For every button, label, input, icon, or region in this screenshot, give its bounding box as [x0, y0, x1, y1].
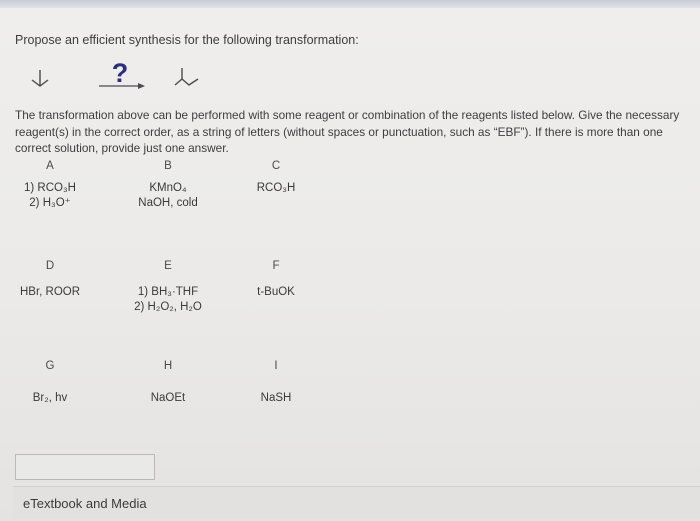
instructions-text: The transformation above can be performed with some reagent or combination of the reagents listed below. Give the necessary reagent(s) in the correct order, as a string of letters (without spaces or punctuation, such as “EBF”). If there is more than one correct solution, provide just one answer.: [15, 108, 680, 155]
reagent-line: NaSH: [260, 392, 292, 404]
reagent-letter-e: E: [164, 260, 172, 272]
reagent-letter-c: C: [271, 160, 281, 172]
reagent-letter-i: I: [274, 360, 278, 372]
reagent-line: 1) BH₃·THF: [137, 286, 199, 298]
starting-material-structure: [32, 70, 48, 86]
reagent-letter-f: F: [272, 260, 280, 272]
reagent-option-i: [206, 391, 346, 406]
reagent-line: 2) H₃O⁺: [29, 197, 71, 209]
reagent-option-c: [206, 181, 346, 196]
reagent-option-f: [206, 285, 346, 300]
etextbook-link[interactable]: eTextbook and Media: [23, 496, 147, 511]
reagent-line: 1) RCO₃H: [24, 182, 76, 194]
question-panel: [0, 8, 700, 521]
arrow-question-mark: ?: [111, 58, 129, 88]
question-prompt: Propose an efficient synthesis for the following transformation:: [15, 33, 359, 47]
reagent-line: HBr, ROOR: [19, 286, 81, 298]
reagent-line: KMnO₄: [149, 182, 187, 194]
reagent-letter-h: H: [163, 360, 173, 372]
top-bar: [0, 0, 700, 8]
reagent-line: RCO₃H: [256, 182, 296, 194]
product-structure: [175, 68, 198, 85]
reagent-letter-d: D: [45, 260, 55, 272]
reagent-line: 2) H₂O₂, H₂O: [134, 301, 202, 313]
reagent-line: NaOH, cold: [138, 197, 198, 209]
reagent-letter-b: B: [164, 160, 172, 172]
reagent-line: t-BuOK: [257, 286, 295, 298]
reagent-letter-g: G: [45, 360, 55, 372]
reagent-line: NaOEt: [150, 392, 186, 404]
answer-input[interactable]: [15, 454, 155, 480]
reagent-letter-a: A: [46, 160, 54, 172]
reagent-line: Br₂, hv: [32, 392, 68, 404]
etextbook-bar: [13, 486, 700, 519]
reaction-scheme: [30, 52, 230, 102]
